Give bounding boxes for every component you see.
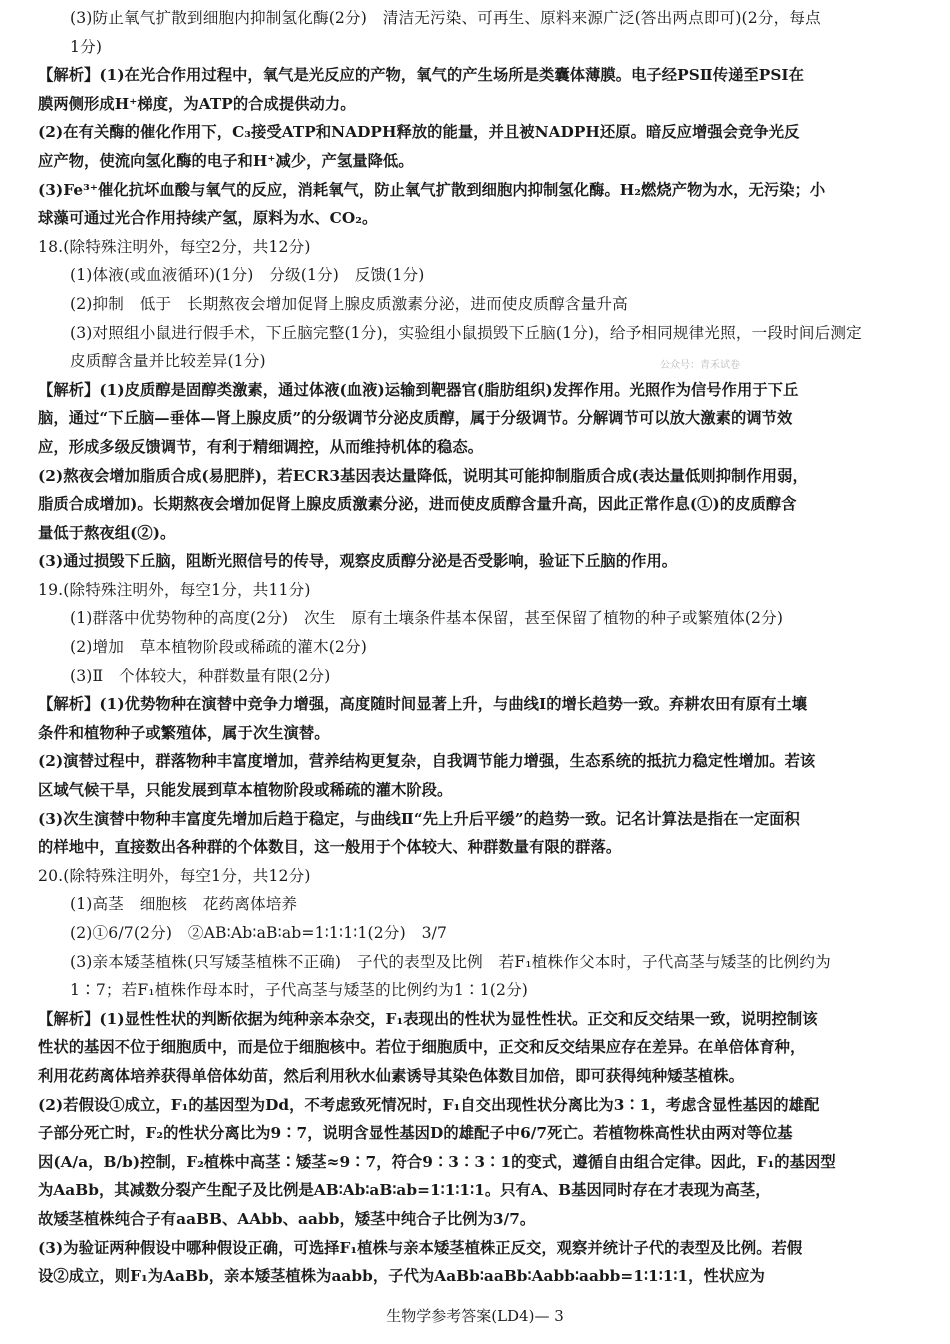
analysis-line: 的样地中，直接数出各种群的个体数目，这一般用于个体较大、种群数量有限的群落。 xyxy=(38,838,622,857)
analysis-line: 条件和植物种子或繁殖体，属于次生演替。 xyxy=(38,723,330,742)
question-heading: 20.(除特殊注明外，每空1分，共12分) xyxy=(38,866,311,885)
analysis-line: 【解析】(1)在光合作用过程中，氧气是光反应的产物，氧气的产生场所是类囊体薄膜。电子经PSⅡ传递至PSⅠ在 xyxy=(38,66,804,85)
page-footer: 生物学参考答案(LD4)— 3 xyxy=(386,1307,564,1325)
analysis-line: (3)Fe³⁺催化抗坏血酸与氧气的反应，消耗氧气，防止氧气扩散到细胞内抑制氢化酶。H₂燃烧产物为水，无污染；小 xyxy=(38,180,826,199)
analysis-line: (2)演替过程中，群落物种丰富度增加，营养结构更复杂，自我调节能力增强，生态系统的抵抗力稳定性增加。若该 xyxy=(38,752,816,771)
analysis-line: (2)在有关酶的催化作用下，C₃接受ATP和NADPH释放的能量，并且被NADPH还原。暗反应增强会竞争光反 xyxy=(38,123,800,142)
analysis-line: (3)为验证两种假设中哪种假设正确，可选择F₁植株与亲本矮茎植株正反交，观察并统计子代的表型及比例。若假 xyxy=(38,1238,803,1257)
answer-line: 皮质醇含量并比较差异(1分) xyxy=(70,352,266,371)
answer-line: (1)体液(或血液循环)(1分) 分级(1分) 反馈(1分) xyxy=(70,266,425,285)
analysis-line: (3)次生演替中物种丰富度先增加后趋于稳定，与曲线Ⅱ“先上升后平缓”的趋势一致。记名计算法是指在一定面积 xyxy=(38,809,800,828)
analysis-line: 脑，通过“下丘脑—垂体—肾上腺皮质”的分级调节分泌皮质醇，属于分级调节。分解调节可以放大激素的调节效 xyxy=(38,409,793,428)
analysis-line: (2)若假设①成立，F₁的基因型为Dd，不考虑致死情况时，F₁自交出现性状分离比为3∶1，考虑含显性基因的雄配 xyxy=(38,1095,820,1114)
question-heading: 18.(除特殊注明外，每空2分，共12分) xyxy=(38,237,311,256)
answer-line: 1∶7；若F₁植株作母本时，子代高茎与矮茎的比例约为1∶1(2分) xyxy=(70,981,529,1000)
answer-line: (2)①6/7(2分) ②AB∶Ab∶aB∶ab=1∶1∶1∶1(2分) 3/7 xyxy=(70,924,448,942)
answer-line: 1分) xyxy=(70,37,103,56)
analysis-line: 膜两侧形成H⁺梯度，为ATP的合成提供动力。 xyxy=(38,94,356,113)
analysis-line: 故矮茎植株纯合子有aaBB、AAbb、aabb，矮茎中纯合子比例为3/7。 xyxy=(38,1209,536,1228)
answer-page-body xyxy=(38,4,914,1291)
analysis-line: 设②成立，则F₁为AaBb，亲本矮茎植株为aabb，子代为AaBb∶aaBb∶Aabb∶aabb=1∶1∶1∶1，性状应为 xyxy=(38,1267,765,1286)
answer-line: (3)防止氧气扩散到细胞内抑制氢化酶(2分) 清洁无污染、可再生、原料来源广泛(答出两点即可)(2分，每点 xyxy=(70,9,821,27)
answer-line: (3)亲本矮茎植株(只写矮茎植株不正确) 子代的表型及比例 若F₁植株作父本时，子代高茎与矮茎的比例约为 xyxy=(70,952,831,971)
analysis-line: 为AaBb，其减数分裂产生配子及比例是AB∶Ab∶aB∶ab=1∶1∶1∶1。只有A、B基因同时存在才表现为高茎， xyxy=(38,1181,771,1200)
analysis-line: 【解析】(1)优势物种在演替中竞争力增强，高度随时间显著上升，与曲线Ⅰ的增长趋势一致。弃耕农田有原有土壤 xyxy=(38,695,808,714)
answer-line: (1)群落中优势物种的高度(2分) 次生 原有土壤条件基本保留，甚至保留了植物的种子或繁殖体(2分) xyxy=(70,609,784,628)
analysis-line: 应，形成多级反馈调节，有利于精细调控，从而维持机体的稳态。 xyxy=(38,437,484,456)
watermark-text: 公众号：青禾试卷 xyxy=(660,360,740,371)
analysis-line: 脂质合成增加)。长期熬夜会增加促肾上腺皮质激素分泌，进而使皮质醇含量升高，因此正常作息(①)的皮质醇含 xyxy=(38,495,797,514)
answer-line: (2)增加 草本植物阶段或稀疏的灌木(2分) xyxy=(70,638,367,657)
answer-line: (1)高茎 细胞核 花药离体培养 xyxy=(70,895,298,914)
analysis-line: 子部分死亡时，F₂的性状分离比为9∶7，说明含显性基因D的雄配子中6/7死亡。若植物株高性状由两对等位基 xyxy=(38,1124,793,1143)
analysis-line: 因(A/a，B/b)控制，F₂植株中高茎∶矮茎≈9∶7，符合9∶3∶3∶1的变式，遵循自由组合定律。因此，F₁的基因型 xyxy=(38,1152,836,1171)
analysis-line: (3)通过损毁下丘脑，阻断光照信号的传导，观察皮质醇分泌是否受影响，验证下丘脑的作用。 xyxy=(38,552,678,571)
question-heading: 19.(除特殊注明外，每空1分，共11分) xyxy=(38,580,311,599)
analysis-line: 量低于熬夜组(②)。 xyxy=(38,523,176,542)
analysis-line: 区域气候干旱，只能发展到草本植物阶段或稀疏的灌木阶段。 xyxy=(38,781,453,800)
analysis-line: 【解析】(1)显性性状的判断依据为纯种亲本杂交，F₁表现出的性状为显性性状。正交和反交结果一致，说明控制该 xyxy=(38,1009,818,1028)
analysis-line: 利用花药离体培养获得单倍体幼苗，然后利用秋水仙素诱导其染色体数目加倍，即可获得纯种矮茎植株。 xyxy=(38,1066,744,1085)
answer-line: (3)对照组小鼠进行假手术，下丘脑完整(1分)，实验组小鼠损毁下丘脑(1分)，给予相同规律光照，一段时间后测定 xyxy=(70,323,862,342)
analysis-line: 【解析】(1)皮质醇是固醇类激素，通过体液(血液)运输到靶器官(脂肪组织)发挥作用。光照作为信号作用于下丘 xyxy=(38,380,799,399)
answer-line: (3)Ⅱ 个体较大，种群数量有限(2分) xyxy=(70,666,331,685)
analysis-line: (2)熬夜会增加脂质合成(易肥胖)，若ECR3基因表达量降低，说明其可能抑制脂质合成(表达量低则抑制作用弱， xyxy=(38,466,808,485)
answer-text-block xyxy=(38,4,914,1291)
analysis-line: 球藻可通过光合作用持续产氢，原料为水、CO₂。 xyxy=(38,209,378,228)
answer-line: (2)抑制 低于 长期熬夜会增加促肾上腺皮质激素分泌，进而使皮质醇含量升高 xyxy=(70,294,628,313)
analysis-line: 应产物，使流向氢化酶的电子和H⁺减少，产氢量降低。 xyxy=(38,151,414,170)
analysis-line: 性状的基因不位于细胞质中，而是位于细胞核中。若位于细胞质中，正交和反交结果应存在差异。在单倍体育种， xyxy=(38,1038,806,1057)
